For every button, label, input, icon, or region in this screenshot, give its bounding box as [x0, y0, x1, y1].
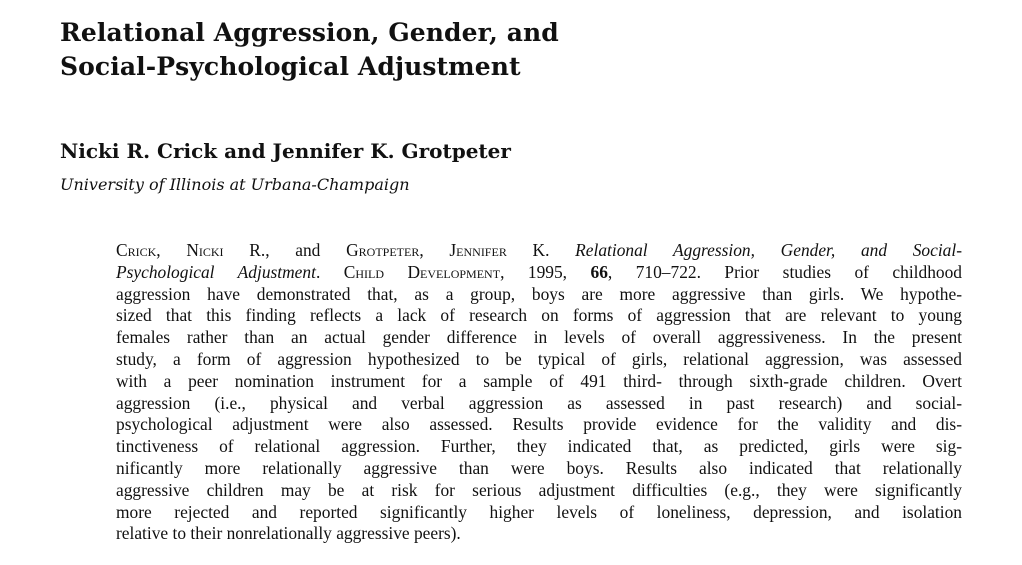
abstract-line: tinctiveness of relational aggression. Further, they indicated that, as predicted, girls were sig- [116, 436, 962, 457]
abstract-citation-line-1 [116, 240, 962, 262]
citation-author1-last: Crick [116, 240, 157, 260]
article-title-line-1: Relational Aggression, Gender, and [60, 18, 559, 47]
abstract-line: aggression have demonstrated that, as a group, boys are more aggressive than girls. We hypothe- [116, 283, 962, 304]
abstract-line: nificantly more relationally aggressive than were boys. Results also indicated that relationally [116, 457, 962, 478]
citation-title-part-1: Relational Aggression, Gender, and Social- [575, 240, 962, 260]
abstract [116, 240, 962, 545]
article-title-line-2: Social-Psychological Adjustment [60, 52, 521, 81]
abstract-line: aggressive children may be at risk for serious adjustment difficulties (e.g., they were significantly [116, 479, 962, 500]
abstract-citation-line-2 [116, 262, 962, 284]
citation-pages: , 710–722. Prior studies of childhood [607, 261, 962, 282]
abstract-line: study, a form of aggression hypothesized to be typical of girls, relational aggression, was assessed [116, 348, 962, 369]
citation-journal: Child Development [343, 261, 501, 282]
abstract-line-last: relative to their nonrelationally aggressive peers). [116, 523, 461, 544]
citation-after-title: . [315, 261, 344, 282]
citation-author2-initial: K. [506, 240, 576, 260]
abstract-line: with a peer nomination instrument for a sample of 491 third- through sixth-grade children. Overt [116, 370, 962, 391]
citation-title-part-2: Psychological Adjustment [116, 261, 316, 282]
abstract-line: females rather than an actual gender difference in levels of overall aggressiveness. In the present [116, 327, 962, 348]
author-names: Nicki R. Crick and Jennifer K. Grotpeter [60, 139, 511, 163]
abstract-line: more rejected and reported significantly higher levels of loneliness, depression, and isolation [116, 501, 962, 522]
citation-volume: 66 [590, 261, 608, 282]
article-title [60, 16, 559, 84]
abstract-line: psychological adjustment were also assessed. Results provide evidence for the validity and dis- [116, 414, 962, 435]
citation-author1-first: , Nicki [156, 240, 224, 260]
abstract-line: aggression (i.e., physical and verbal aggression as assessed in past research) and social- [116, 392, 962, 413]
citation-author1-initial: R., and [223, 240, 347, 260]
abstract-line: sized that this finding reflects a lack of research on forms of aggression that are relevant to young [116, 305, 962, 326]
citation-author2-last: Grotpeter [346, 240, 420, 260]
author-affiliation: University of Illinois at Urbana-Champaign [60, 175, 410, 194]
citation-year: , 1995, [500, 261, 591, 282]
citation-author2-first: , Jennifer [419, 240, 507, 260]
